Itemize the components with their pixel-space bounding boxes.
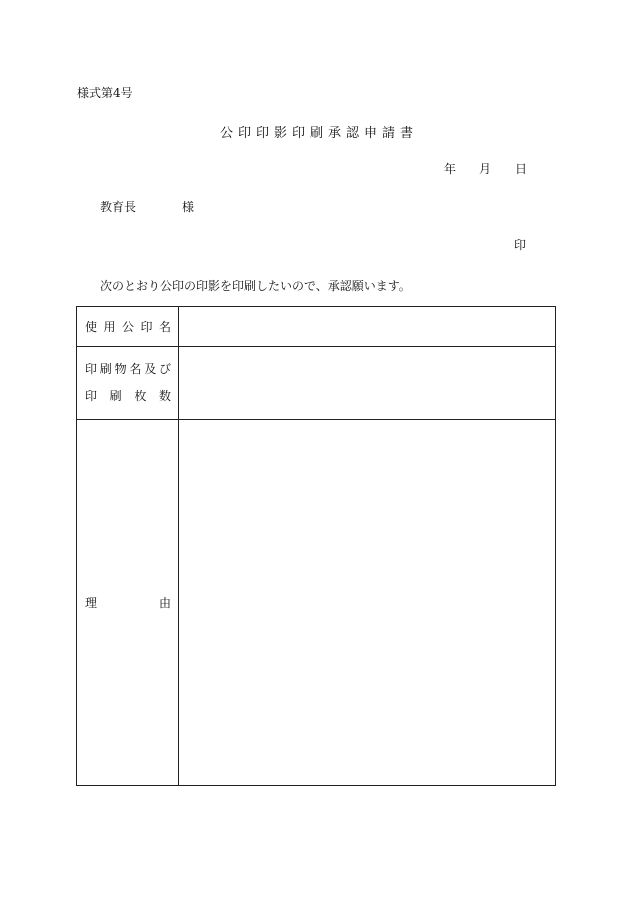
label-char: 及 xyxy=(144,362,157,376)
spread-label xyxy=(77,318,178,335)
reason-label xyxy=(77,420,179,786)
year-label: 年 xyxy=(444,162,457,176)
label-char: 使 xyxy=(85,320,98,334)
label-char: 用 xyxy=(103,320,116,334)
label-char: 名 xyxy=(129,362,142,376)
label-char: 印 xyxy=(140,320,153,334)
seal-name-label xyxy=(77,307,179,347)
table-row xyxy=(77,420,556,786)
label-char: 印 xyxy=(85,389,98,403)
reason-field[interactable] xyxy=(179,420,556,786)
table-row xyxy=(77,347,556,420)
table-row xyxy=(77,307,556,347)
label-char: 物 xyxy=(114,362,127,376)
label-char: 名 xyxy=(158,320,171,334)
spread-label xyxy=(77,356,178,383)
label-char: 刷 xyxy=(99,362,112,376)
printed-material-field[interactable] xyxy=(179,347,556,420)
printed-material-label xyxy=(77,347,179,420)
label-char: び xyxy=(158,362,171,376)
reason-label-right: 由 xyxy=(158,596,171,610)
recipient-title: 教育長 xyxy=(100,200,137,214)
label-char: 枚 xyxy=(134,389,147,403)
honorific: 様 xyxy=(182,200,195,214)
day-label: 日 xyxy=(515,162,528,176)
label-char: 印 xyxy=(85,362,98,376)
label-char: 刷 xyxy=(109,389,122,403)
month-label: 月 xyxy=(479,162,492,176)
reason-label-spread xyxy=(77,594,178,611)
application-form-table xyxy=(76,306,556,786)
label-char: 数 xyxy=(158,389,171,403)
reason-label-left: 理 xyxy=(85,596,98,610)
form-number: 様式第4号 xyxy=(77,86,133,100)
addressee xyxy=(100,198,194,215)
spread-label xyxy=(77,383,178,410)
date-line xyxy=(444,160,527,177)
document-title: 公印印影印刷承認申請書 xyxy=(219,126,418,141)
seal-name-field[interactable] xyxy=(179,307,556,347)
applicant-seal-mark: 印 xyxy=(514,238,527,252)
label-char: 公 xyxy=(121,320,134,334)
request-text: 次のとおり公印の印影を印刷したいので、承認願います。 xyxy=(100,279,411,293)
